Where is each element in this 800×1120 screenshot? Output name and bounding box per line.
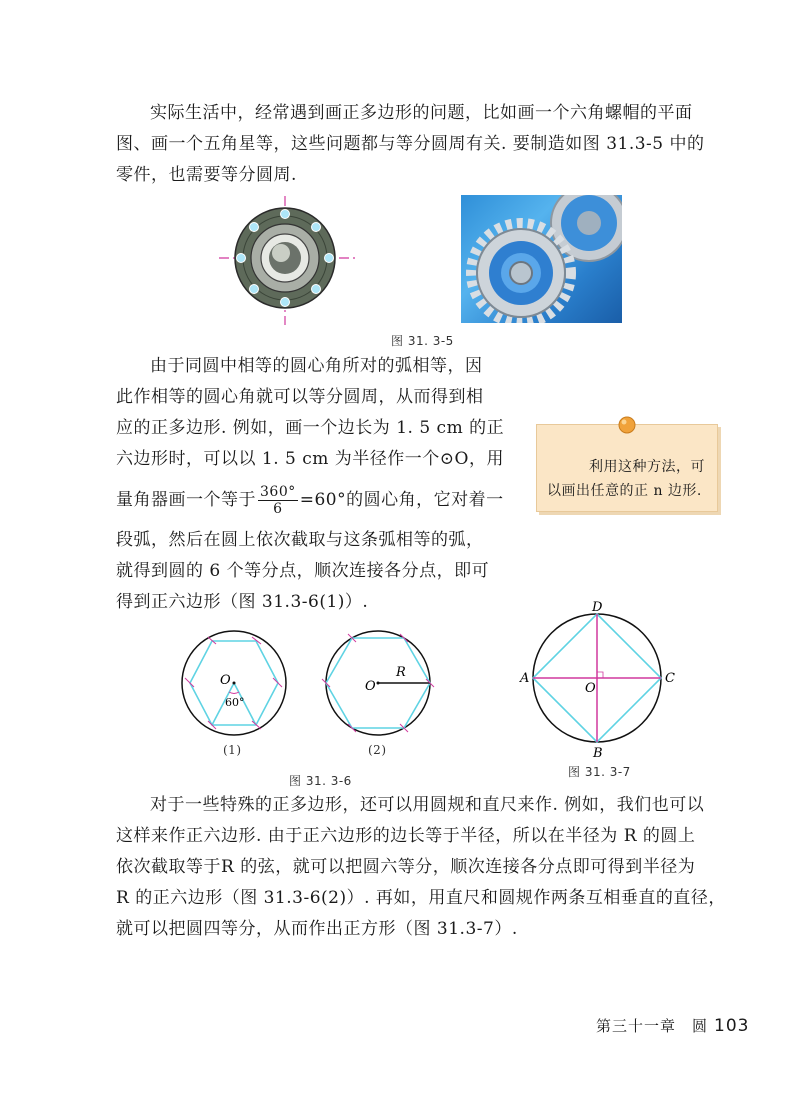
fraction-360-over-6 <box>258 484 298 517</box>
page-number: 103 <box>714 1016 750 1036</box>
gears-photo <box>461 195 622 323</box>
intro-line-2: 图、画一个五角星等，这些问题都与等分圆周有关. 要制造如图 31.3-5 中的 <box>116 134 705 154</box>
para2-line-8: 得到正六边形（图 31.3-6(1)）. <box>116 592 369 612</box>
fraction-denominator: 6 <box>273 501 283 517</box>
label-O-fig1: O <box>220 673 231 688</box>
subcaption-1: (1) <box>223 743 242 757</box>
body-paragraph-2 <box>116 351 504 618</box>
caption-fig-31-3-6: 图 31. 3-6 <box>289 774 352 788</box>
page-footer <box>596 1015 749 1036</box>
para3-line-4: R 的正六边形（图 31.3-6(2)）. 再如，用直尺和圆规作两条互相垂直的直径， <box>116 888 726 908</box>
gears-illustration <box>461 195 622 323</box>
para3-line-5: 就可以把圆四等分，从而作出正方形（图 31.3-7）. <box>116 919 518 939</box>
label-A: A <box>520 671 530 686</box>
label-O-fig3: O <box>585 681 596 696</box>
label-B: B <box>593 746 603 760</box>
para2-line-3: 应的正多边形. 例如，画一个边长为 1. 5 cm 的正 <box>116 418 505 438</box>
label-D: D <box>592 600 603 615</box>
intro-line-1: 实际生活中，经常遇到画正多边形的问题，比如画一个六角螺帽的平面 <box>150 103 693 123</box>
para2-line-5 <box>116 475 504 525</box>
intro-line-3: 零件，也需要等分圆周. <box>116 165 297 185</box>
para2-line-5-after: =60°的圆心角，它对着一 <box>299 490 504 510</box>
label-60-degree: 60° <box>225 696 245 709</box>
margin-note <box>536 424 718 512</box>
para2-line-2: 此作相等的圆心角就可以等分圆周，从而得到相 <box>116 387 484 407</box>
label-O-fig2: O <box>365 679 376 694</box>
note-line-2: 以画出任意的正 n 边形. <box>547 483 702 499</box>
fig-31-3-6-hexagon-2 <box>319 628 437 746</box>
subcaption-2: (2) <box>368 743 387 757</box>
para2-line-6: 段弧，然后在圆上依次截取与这条弧相等的弧， <box>116 530 484 550</box>
para3-line-2: 这样来作正六边形. 由于正六边形的边长等于半径，所以在半径为 R 的圆上 <box>116 826 696 846</box>
note-line-1: 利用这种方法，可 <box>589 459 705 475</box>
intro-paragraph <box>116 98 705 191</box>
fig-31-3-7-square <box>515 600 687 760</box>
body-paragraph-3 <box>116 790 726 945</box>
label-R: R <box>396 665 406 680</box>
caption-fig-31-3-5: 图 31. 3-5 <box>391 334 454 348</box>
label-C: C <box>665 671 675 686</box>
para2-line-5-before: 量角器画一个等于 <box>116 490 256 510</box>
para2-line-1: 由于同圆中相等的圆心角所对的弧相等，因 <box>150 356 483 376</box>
fig-31-3-6-hexagon-1 <box>175 628 293 746</box>
pushpin-icon <box>617 415 637 435</box>
para3-line-3: 依次截取等于R 的弦，就可以把圆六等分，顺次连接各分点即可得到半径为 <box>116 857 696 877</box>
caption-fig-31-3-7: 图 31. 3-7 <box>568 765 631 779</box>
chapter-title: 第三十一章 圆 <box>596 1017 709 1035</box>
flange-part-figure <box>215 193 360 328</box>
para2-line-7: 就得到圆的 6 个等分点，顺次连接各分点，即可 <box>116 561 490 581</box>
para2-line-4: 六边形时，可以以 1. 5 cm 为半径作一个⊙O，用 <box>116 449 504 469</box>
para3-line-1: 对于一些特殊的正多边形，还可以用圆规和直尺来作. 例如，我们也可以 <box>150 795 705 815</box>
fraction-numerator: 360° <box>260 484 296 500</box>
